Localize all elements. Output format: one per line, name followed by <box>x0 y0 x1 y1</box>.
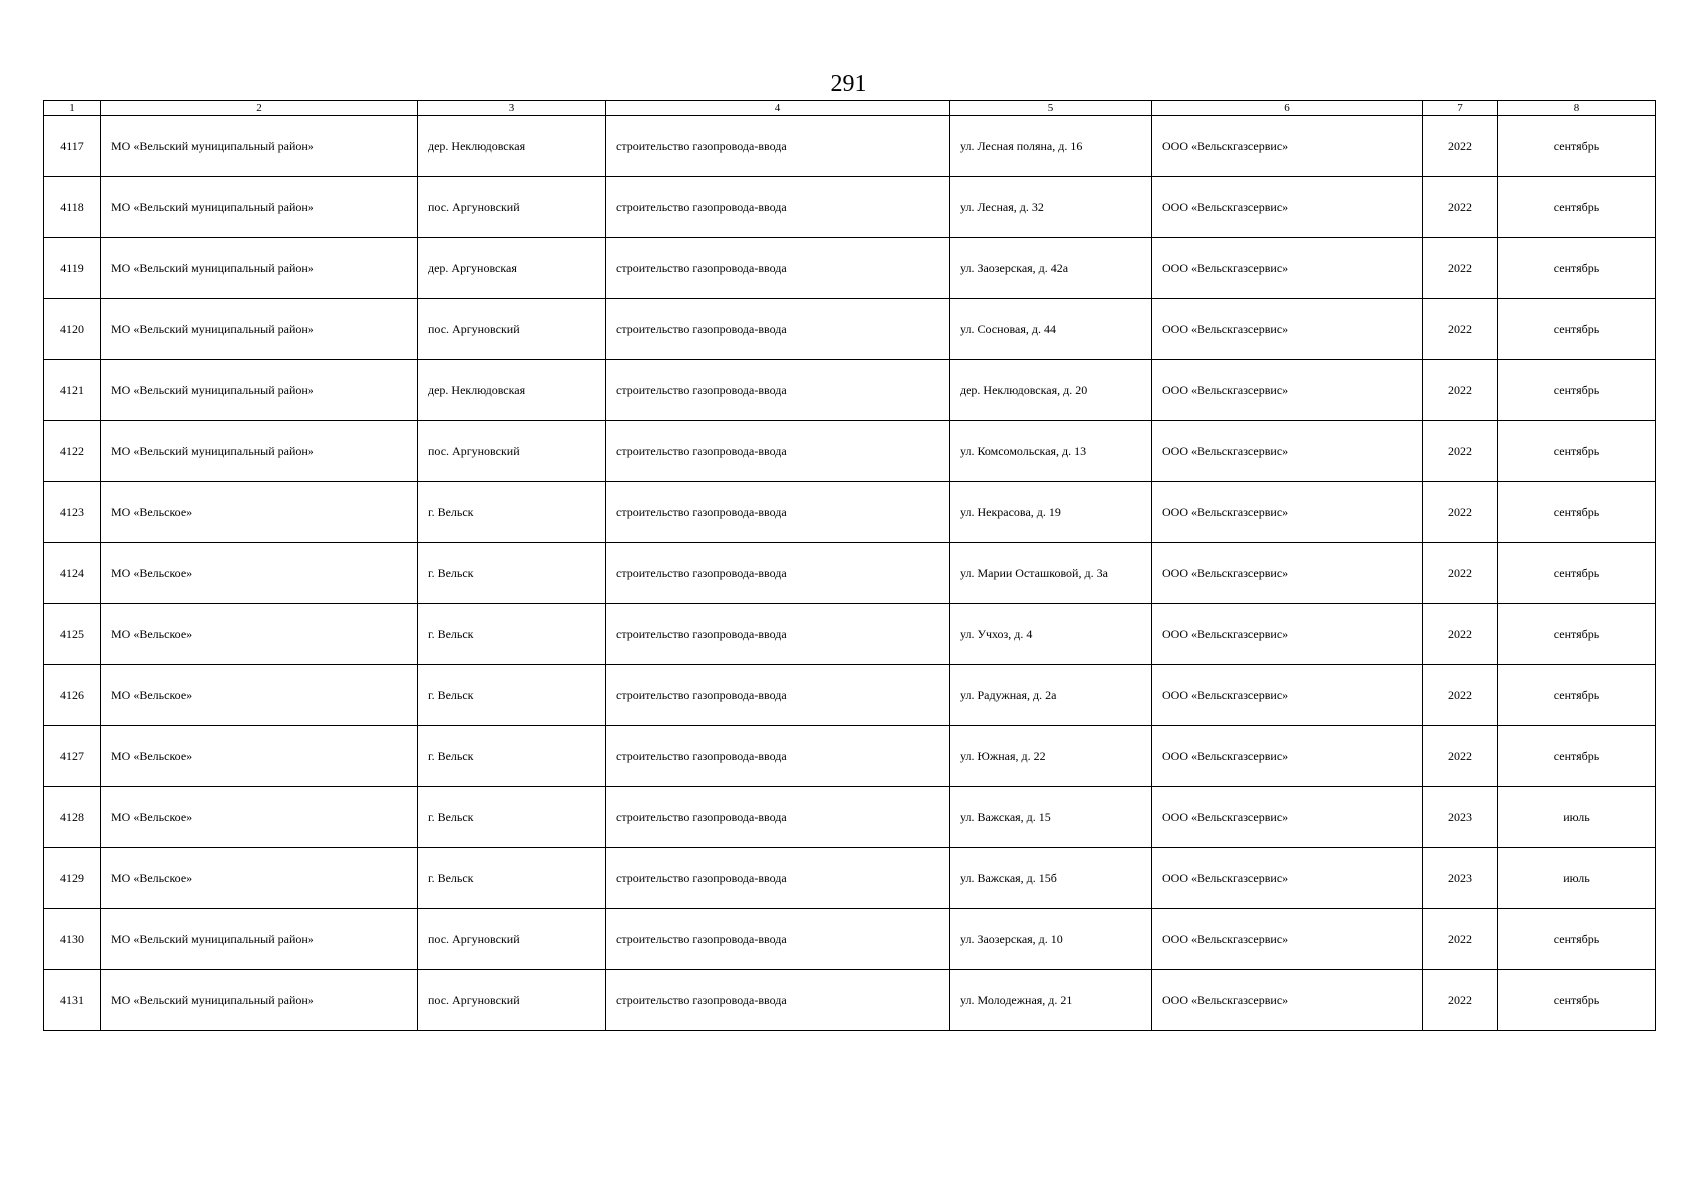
address-cell: ул. Важская, д. 15б <box>950 848 1152 909</box>
municipality-cell: МО «Вельское» <box>101 787 418 848</box>
work-type-cell: строительство газопровода-ввода <box>606 482 950 543</box>
address-cell: ул. Комсомольская, д. 13 <box>950 421 1152 482</box>
address-cell: ул. Молодежная, д. 21 <box>950 970 1152 1031</box>
work-type-cell: строительство газопровода-ввода <box>606 421 950 482</box>
table-body <box>44 116 1656 1031</box>
column-header: 3 <box>418 101 606 116</box>
table-row <box>44 665 1656 726</box>
row-number-cell: 4123 <box>44 482 101 543</box>
table-row <box>44 360 1656 421</box>
locality-cell: г. Вельск <box>418 726 606 787</box>
work-type-cell: строительство газопровода-ввода <box>606 299 950 360</box>
data-table <box>43 100 1656 1031</box>
organization-cell: ООО «Вельскгазсервис» <box>1152 726 1423 787</box>
address-cell: ул. Марии Осташковой, д. 3а <box>950 543 1152 604</box>
organization-cell: ООО «Вельскгазсервис» <box>1152 543 1423 604</box>
address-cell: ул. Некрасова, д. 19 <box>950 482 1152 543</box>
row-number-cell: 4122 <box>44 421 101 482</box>
work-type-cell: строительство газопровода-ввода <box>606 116 950 177</box>
municipality-cell: МО «Вельское» <box>101 482 418 543</box>
column-header: 7 <box>1423 101 1498 116</box>
table-row <box>44 116 1656 177</box>
locality-cell: г. Вельск <box>418 665 606 726</box>
month-cell: июль <box>1498 848 1656 909</box>
organization-cell: ООО «Вельскгазсервис» <box>1152 238 1423 299</box>
month-cell: июль <box>1498 787 1656 848</box>
year-cell: 2023 <box>1423 848 1498 909</box>
organization-cell: ООО «Вельскгазсервис» <box>1152 604 1423 665</box>
table-row <box>44 970 1656 1031</box>
table-row <box>44 909 1656 970</box>
municipality-cell: МО «Вельское» <box>101 543 418 604</box>
row-number-cell: 4128 <box>44 787 101 848</box>
month-cell: сентябрь <box>1498 299 1656 360</box>
table-row <box>44 848 1656 909</box>
row-number-cell: 4119 <box>44 238 101 299</box>
month-cell: сентябрь <box>1498 421 1656 482</box>
organization-cell: ООО «Вельскгазсервис» <box>1152 665 1423 726</box>
municipality-cell: МО «Вельское» <box>101 726 418 787</box>
month-cell: сентябрь <box>1498 970 1656 1031</box>
column-header: 5 <box>950 101 1152 116</box>
month-cell: сентябрь <box>1498 116 1656 177</box>
row-number-cell: 4124 <box>44 543 101 604</box>
municipality-cell: МО «Вельский муниципальный район» <box>101 909 418 970</box>
column-number-row <box>44 101 1656 116</box>
table-row <box>44 604 1656 665</box>
organization-cell: ООО «Вельскгазсервис» <box>1152 421 1423 482</box>
table-row <box>44 787 1656 848</box>
year-cell: 2022 <box>1423 238 1498 299</box>
column-header: 1 <box>44 101 101 116</box>
table-row <box>44 726 1656 787</box>
month-cell: сентябрь <box>1498 177 1656 238</box>
work-type-cell: строительство газопровода-ввода <box>606 665 950 726</box>
locality-cell: пос. Аргуновский <box>418 177 606 238</box>
work-type-cell: строительство газопровода-ввода <box>606 726 950 787</box>
column-header: 4 <box>606 101 950 116</box>
locality-cell: г. Вельск <box>418 543 606 604</box>
municipality-cell: МО «Вельское» <box>101 848 418 909</box>
locality-cell: г. Вельск <box>418 604 606 665</box>
row-number-cell: 4121 <box>44 360 101 421</box>
locality-cell: дер. Аргуновская <box>418 238 606 299</box>
row-number-cell: 4129 <box>44 848 101 909</box>
organization-cell: ООО «Вельскгазсервис» <box>1152 970 1423 1031</box>
organization-cell: ООО «Вельскгазсервис» <box>1152 787 1423 848</box>
year-cell: 2022 <box>1423 970 1498 1031</box>
work-type-cell: строительство газопровода-ввода <box>606 238 950 299</box>
address-cell: ул. Важская, д. 15 <box>950 787 1152 848</box>
organization-cell: ООО «Вельскгазсервис» <box>1152 299 1423 360</box>
municipality-cell: МО «Вельский муниципальный район» <box>101 238 418 299</box>
address-cell: ул. Лесная, д. 32 <box>950 177 1152 238</box>
table-row <box>44 238 1656 299</box>
year-cell: 2022 <box>1423 421 1498 482</box>
address-cell: ул. Сосновая, д. 44 <box>950 299 1152 360</box>
municipality-cell: МО «Вельское» <box>101 604 418 665</box>
locality-cell: пос. Аргуновский <box>418 970 606 1031</box>
table-row <box>44 299 1656 360</box>
month-cell: сентябрь <box>1498 665 1656 726</box>
locality-cell: пос. Аргуновский <box>418 299 606 360</box>
municipality-cell: МО «Вельский муниципальный район» <box>101 360 418 421</box>
row-number-cell: 4126 <box>44 665 101 726</box>
row-number-cell: 4125 <box>44 604 101 665</box>
organization-cell: ООО «Вельскгазсервис» <box>1152 909 1423 970</box>
table-row <box>44 543 1656 604</box>
work-type-cell: строительство газопровода-ввода <box>606 848 950 909</box>
month-cell: сентябрь <box>1498 909 1656 970</box>
locality-cell: г. Вельск <box>418 482 606 543</box>
organization-cell: ООО «Вельскгазсервис» <box>1152 116 1423 177</box>
year-cell: 2022 <box>1423 604 1498 665</box>
year-cell: 2022 <box>1423 543 1498 604</box>
year-cell: 2022 <box>1423 665 1498 726</box>
row-number-cell: 4131 <box>44 970 101 1031</box>
locality-cell: г. Вельск <box>418 787 606 848</box>
table-row <box>44 421 1656 482</box>
municipality-cell: МО «Вельский муниципальный район» <box>101 970 418 1031</box>
year-cell: 2023 <box>1423 787 1498 848</box>
month-cell: сентябрь <box>1498 360 1656 421</box>
year-cell: 2022 <box>1423 909 1498 970</box>
municipality-cell: МО «Вельский муниципальный район» <box>101 421 418 482</box>
address-cell: ул. Радужная, д. 2а <box>950 665 1152 726</box>
year-cell: 2022 <box>1423 116 1498 177</box>
work-type-cell: строительство газопровода-ввода <box>606 360 950 421</box>
year-cell: 2022 <box>1423 360 1498 421</box>
row-number-cell: 4120 <box>44 299 101 360</box>
organization-cell: ООО «Вельскгазсервис» <box>1152 482 1423 543</box>
month-cell: сентябрь <box>1498 482 1656 543</box>
table-row <box>44 177 1656 238</box>
month-cell: сентябрь <box>1498 726 1656 787</box>
address-cell: ул. Заозерская, д. 10 <box>950 909 1152 970</box>
address-cell: дер. Неклюдовская, д. 20 <box>950 360 1152 421</box>
row-number-cell: 4130 <box>44 909 101 970</box>
month-cell: сентябрь <box>1498 543 1656 604</box>
municipality-cell: МО «Вельский муниципальный район» <box>101 177 418 238</box>
work-type-cell: строительство газопровода-ввода <box>606 970 950 1031</box>
locality-cell: дер. Неклюдовская <box>418 360 606 421</box>
work-type-cell: строительство газопровода-ввода <box>606 177 950 238</box>
work-type-cell: строительство газопровода-ввода <box>606 909 950 970</box>
municipality-cell: МО «Вельское» <box>101 665 418 726</box>
work-type-cell: строительство газопровода-ввода <box>606 604 950 665</box>
work-type-cell: строительство газопровода-ввода <box>606 787 950 848</box>
row-number-cell: 4118 <box>44 177 101 238</box>
year-cell: 2022 <box>1423 726 1498 787</box>
locality-cell: пос. Аргуновский <box>418 421 606 482</box>
month-cell: сентябрь <box>1498 604 1656 665</box>
locality-cell: пос. Аргуновский <box>418 909 606 970</box>
address-cell: ул. Учхоз, д. 4 <box>950 604 1152 665</box>
year-cell: 2022 <box>1423 299 1498 360</box>
column-header: 6 <box>1152 101 1423 116</box>
municipality-cell: МО «Вельский муниципальный район» <box>101 299 418 360</box>
row-number-cell: 4117 <box>44 116 101 177</box>
organization-cell: ООО «Вельскгазсервис» <box>1152 848 1423 909</box>
row-number-cell: 4127 <box>44 726 101 787</box>
year-cell: 2022 <box>1423 177 1498 238</box>
table-row <box>44 482 1656 543</box>
locality-cell: дер. Неклюдовская <box>418 116 606 177</box>
address-cell: ул. Южная, д. 22 <box>950 726 1152 787</box>
work-type-cell: строительство газопровода-ввода <box>606 543 950 604</box>
column-header: 2 <box>101 101 418 116</box>
address-cell: ул. Заозерская, д. 42а <box>950 238 1152 299</box>
organization-cell: ООО «Вельскгазсервис» <box>1152 177 1423 238</box>
municipality-cell: МО «Вельский муниципальный район» <box>101 116 418 177</box>
locality-cell: г. Вельск <box>418 848 606 909</box>
organization-cell: ООО «Вельскгазсервис» <box>1152 360 1423 421</box>
page-number: 291 <box>830 71 867 97</box>
month-cell: сентябрь <box>1498 238 1656 299</box>
address-cell: ул. Лесная поляна, д. 16 <box>950 116 1152 177</box>
column-header: 8 <box>1498 101 1656 116</box>
year-cell: 2022 <box>1423 482 1498 543</box>
